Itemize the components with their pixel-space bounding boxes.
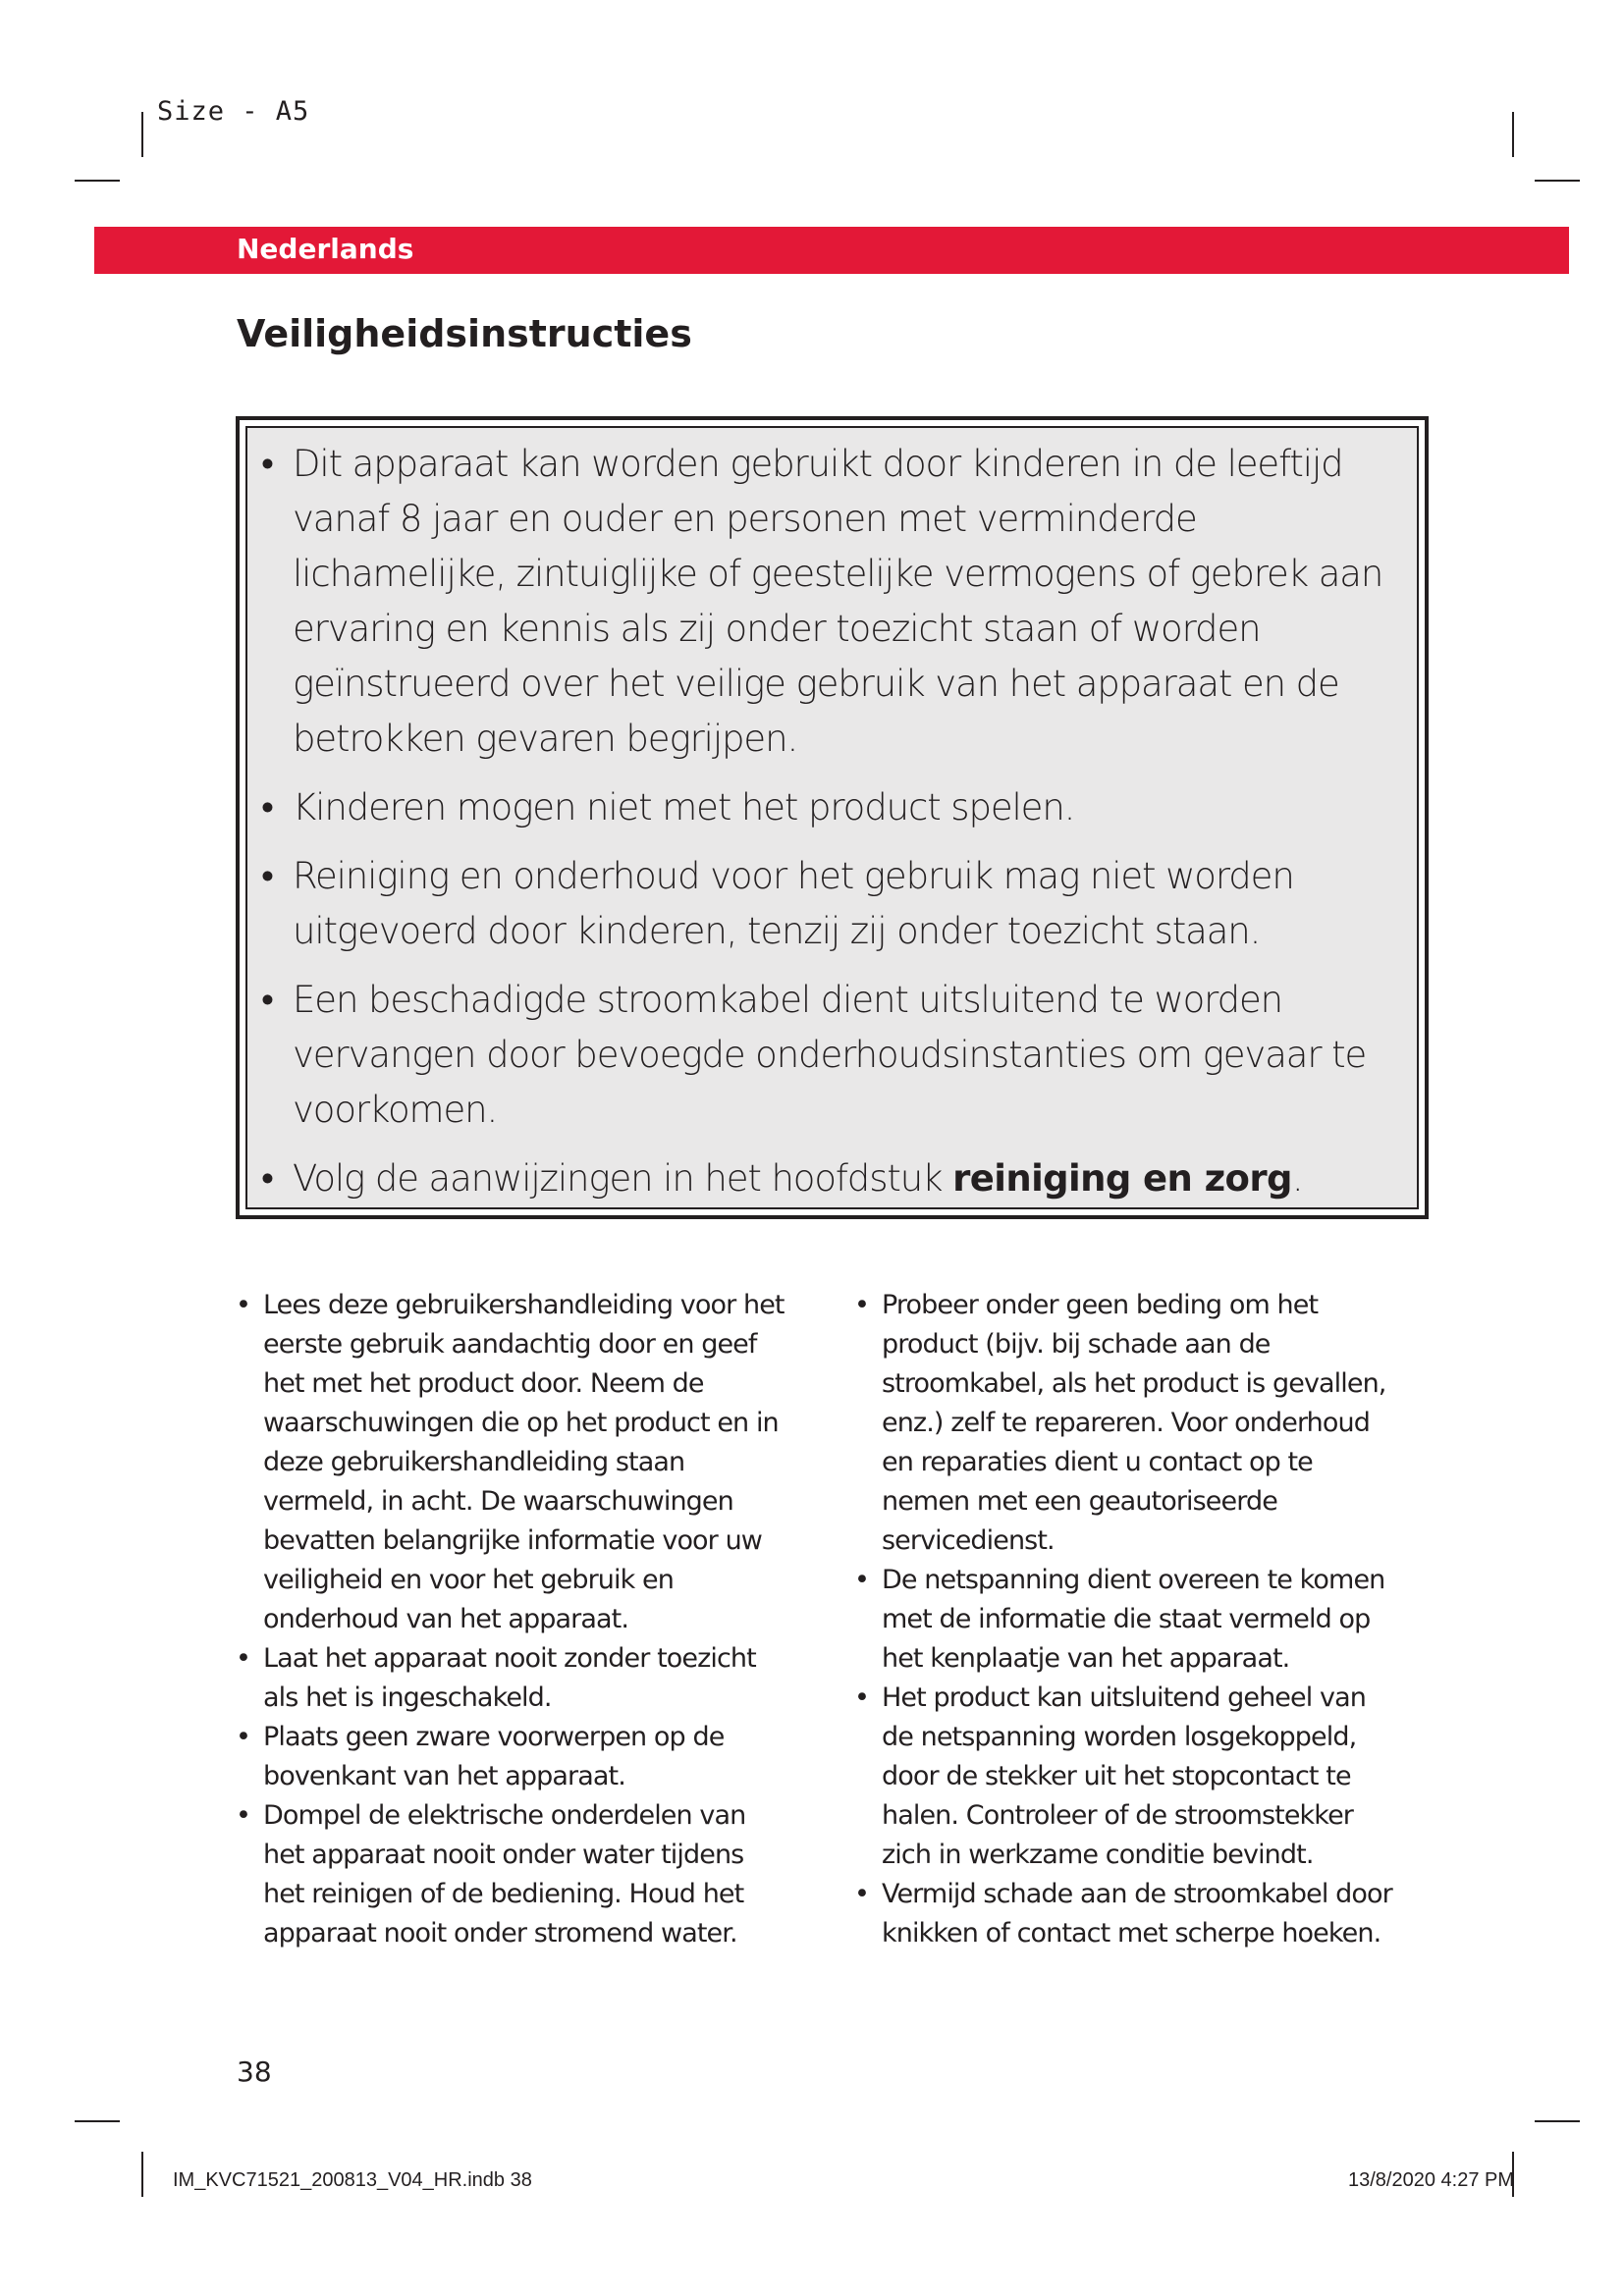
instruction-item: • Plaats geen zware voorwerpen op de bovenkant van het apparaat. (236, 1718, 785, 1796)
crop-mark-top-left-horizontal (75, 180, 120, 182)
crop-mark-bottom-right-horizontal (1535, 2120, 1580, 2122)
instruction-item: • Lees deze gebruikershandleiding voor het eerste gebruik aandachtig door en geef het met het product door. Neem de waarschuwingen die op het product en in deze gebruikershandleiding staan vermeld, in acht. De waarschuwingen bevatten belangrijke informatie voor uw veiligheid en voor het gebruik en onderhoud van het apparaat. (236, 1286, 785, 1639)
safety-warning-box (236, 416, 1429, 1219)
crop-mark-top-right-horizontal (1535, 180, 1580, 182)
instruction-item: • Vermijd schade aan de stroomkabel door knikken of contact met scherpe hoeken. (854, 1875, 1404, 1953)
print-date-time: 13/8/2020 4:27 PM (1347, 2169, 1514, 2191)
page-title: Veiligheidsinstructies (237, 312, 692, 355)
print-file-info: IM_KVC71521_200813_V04_HR.indb 38 (173, 2169, 532, 2191)
instruction-item: • De netspanning dient overeen te komen met de informatie die staat vermeld op het kenplaatje van het apparaat. (854, 1561, 1404, 1679)
warning-item: • Kinderen mogen niet met het product spelen. (261, 780, 1403, 835)
crop-mark-bottom-left-vertical (141, 2152, 143, 2197)
warning-item-prefix: Volg de aanwijzingen in het hoofdstuk (293, 1157, 953, 1200)
warning-item-suffix: . (1291, 1157, 1303, 1200)
language-label: Nederlands (237, 233, 414, 265)
warning-item: • Dit apparaat kan worden gebruikt door kinderen in de leeftijd vanaf 8 jaar en ouder en personen met verminderde lichamelijke, zintuiglijke of geestelijke vermogens of gebrek aan ervaring en kennis als zij onder toezicht staan of worden geïnstrueerd over het veilige gebruik van het apparaat en de betrokken gevaren begrijpen. (261, 437, 1403, 767)
cleaning-chapter-reference: reiniging en zorg (952, 1157, 1292, 1200)
warning-item-cleaning-reference (261, 1151, 1403, 1206)
instruction-item: • Laat het apparaat nooit zonder toezicht als het is ingeschakeld. (236, 1639, 785, 1718)
language-header-bar (94, 227, 1569, 274)
safety-warning-inner (245, 426, 1419, 1209)
crop-mark-bottom-left-horizontal (75, 2120, 120, 2122)
crop-mark-top-left-vertical (141, 112, 143, 157)
size-label: Size - A5 (157, 96, 310, 127)
warning-item: • Reiniging en onderhoud voor het gebruik mag niet worden uitgevoerd door kinderen, tenzij zij onder toezicht staan. (261, 849, 1403, 959)
instruction-item: • Het product kan uitsluitend geheel van de netspanning worden losgekoppeld, door de stekker uit het stopcontact te halen. Controleer of de stroomstekker zich in werkzame conditie bevindt. (854, 1679, 1404, 1875)
page-number: 38 (237, 2056, 272, 2088)
safety-warning-list (261, 437, 1403, 1206)
instructions-left-column (236, 1286, 785, 1953)
instructions-right-column (854, 1286, 1404, 1953)
crop-mark-top-right-vertical (1512, 112, 1514, 157)
instruction-item: • Dompel de elektrische onderdelen van het apparaat nooit onder water tijdens het reinigen of de bediening. Houd het apparaat nooit onder stromend water. (236, 1796, 785, 1953)
warning-item: • Een beschadigde stroomkabel dient uitsluitend te worden vervangen door bevoegde onderhoudsinstanties om gevaar te voorkomen. (261, 973, 1403, 1138)
instruction-item: • Probeer onder geen beding om het product (bijv. bij schade aan de stroomkabel, als het product is gevallen, enz.) zelf te repareren. Voor onderhoud en reparaties dient u contact op te nemen met een geautoriseerde servicedienst. (854, 1286, 1404, 1561)
